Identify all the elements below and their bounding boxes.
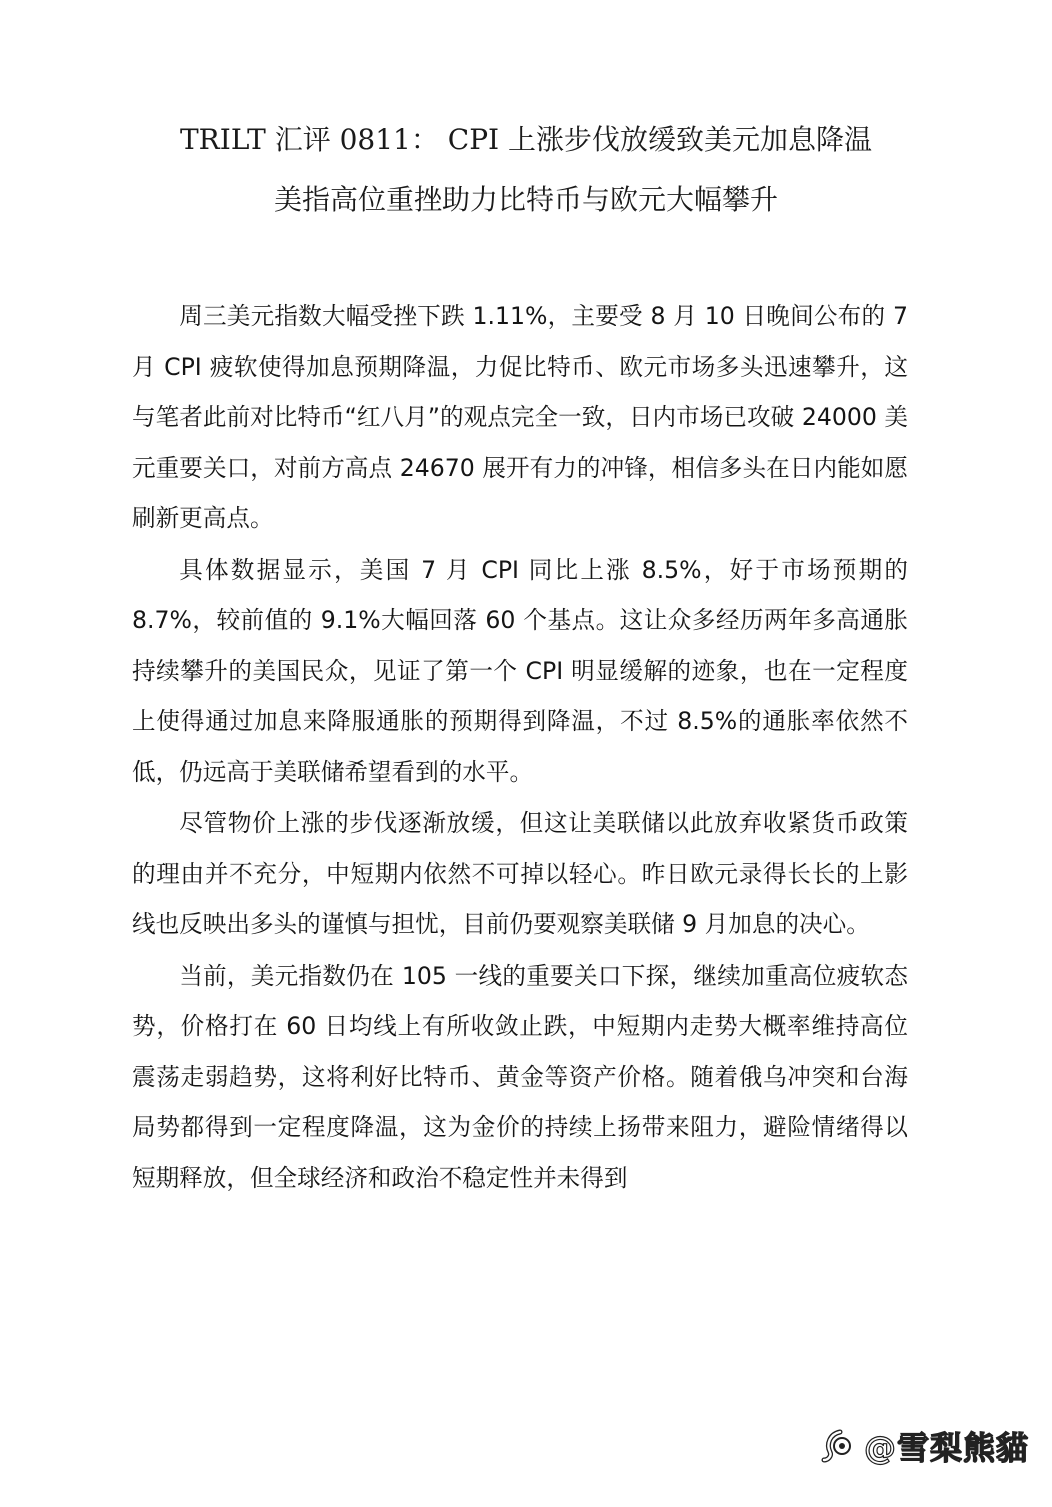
document-title-line-1: TRILT 汇评 0811： CPI 上涨步伐放缓致美元加息降温: [180, 123, 872, 156]
paragraph-1: 周三美元指数大幅受挫下跌 1.11%，主要受 8 月 10 日晚间公布的 7 月 CPI 疲软使得加息预期降温，力促比特币、欧元市场多头迅速攀升，这与笔者此前对比特币“红八月”的观点完全一致，日内市场已攻破 24000 美元重要关口，对前方高点 24670 展开有力的冲锋，相信多头在日内能如愿刷新更高点。: [132, 302, 908, 532]
paragraph-2: 具体数据显示，美国 7 月 CPI 同比上涨 8.5%，好于市场预期的 8.7%，较前值的 9.1%大幅回落 60 个基点。这让众多经历两年多高通胀持续攀升的美国民众，见证了第一个 CPI 明显缓解的迹象，也在一定程度上使得通过加息来降服通胀的预期得到降温，不过 8.5%的通胀率依然不低，仍远高于美联储希望看到的水平。: [132, 555, 908, 786]
paragraph-4: 当前，美元指数仍在 105 一线的重要关口下探，继续加重高位疲软态势，价格打在 60 日均线上有所收敛止跌，中短期内走势大概率维持高位震荡走弱趋势，这将利好比特币、黄金等资产价格。随着俄乌冲突和台海局势都得到一定程度降温，这为金价的持续上扬带来阻力，避险情绪得以短期释放，但全球经济和政治不稳定性并未得到: [132, 961, 908, 1192]
paragraph-3: 尽管物价上涨的步伐逐渐放缓，但这让美联储以此放弃收紧货币政策的理由并不充分，中短期内依然不可掉以轻心。昨日欧元录得长长的上影线也反映出多头的谨慎与担忧，目前仍要观察美联储 9 月加息的决心。: [132, 809, 908, 938]
watermark-text: @雪梨熊貓: [864, 1429, 1030, 1467]
watermark: [818, 1424, 1029, 1468]
article-body: [132, 291, 908, 1203]
snowball-logo-icon: [818, 1426, 858, 1466]
document-title-line-2: 美指高位重挫助力比特币与欧元大幅攀升: [273, 183, 778, 216]
